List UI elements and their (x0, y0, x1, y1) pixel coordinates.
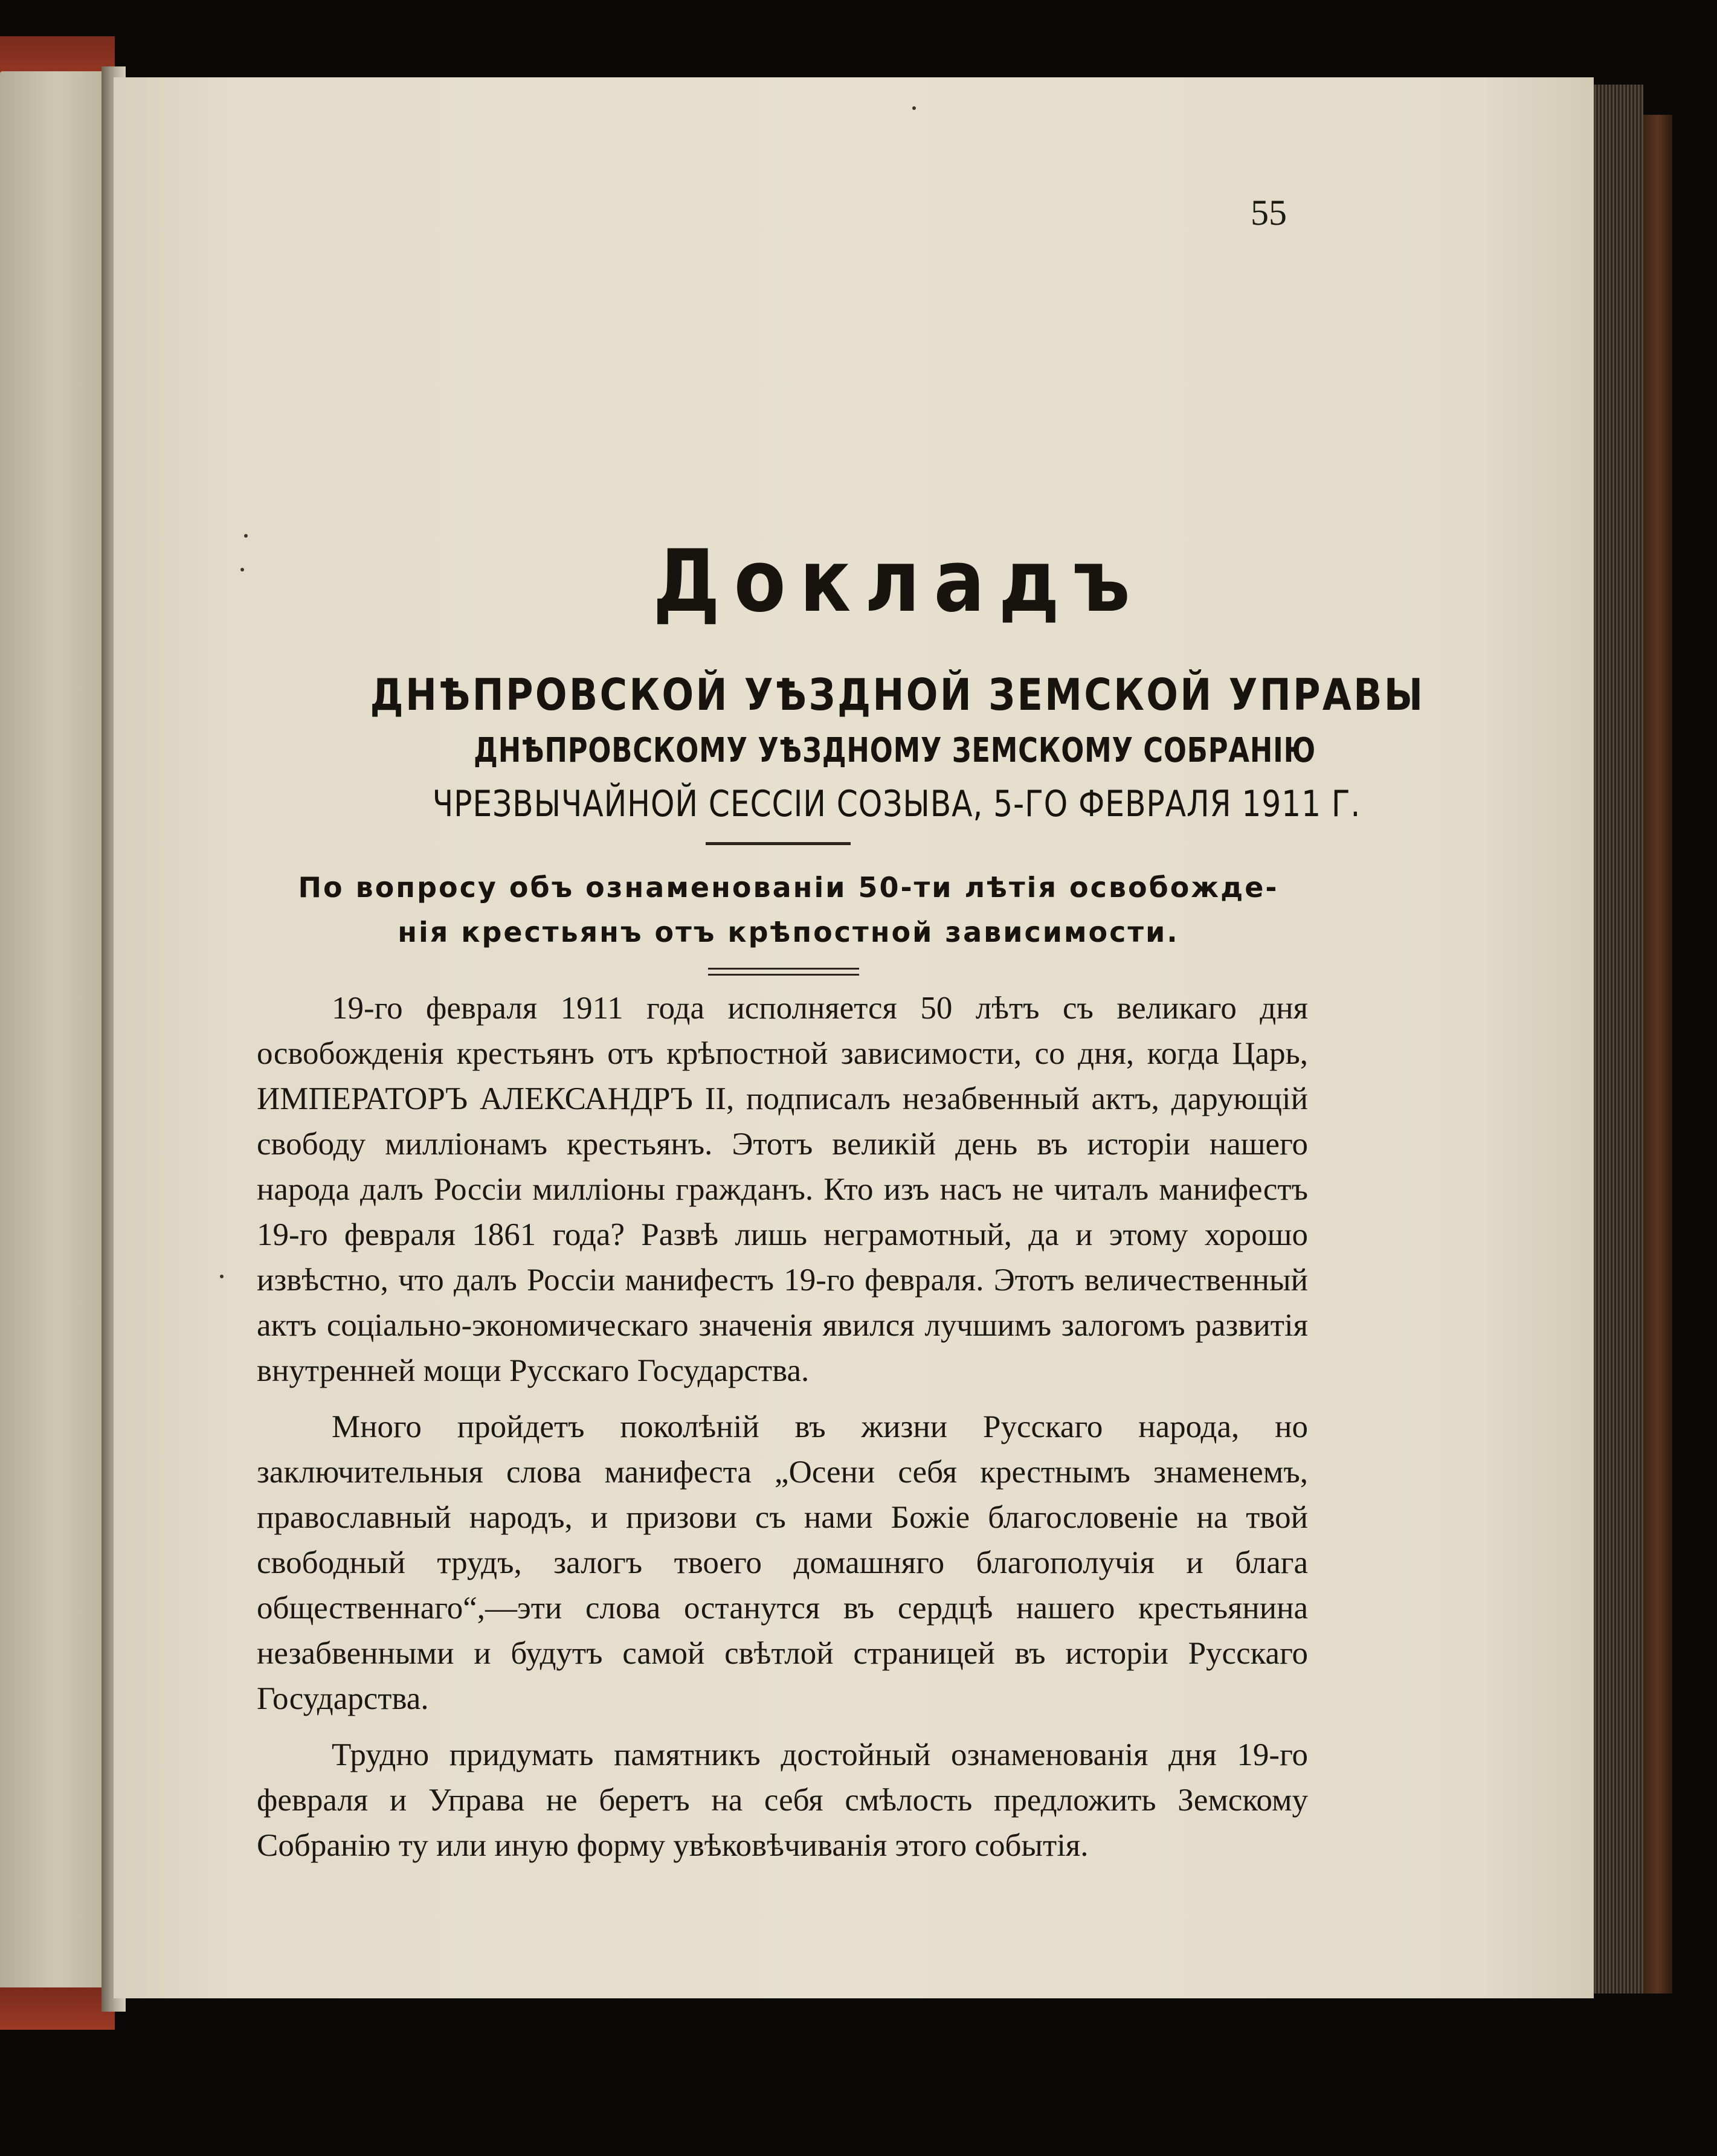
page-stack-edge (1589, 85, 1643, 1993)
subtitle-line-2: нія крестьянъ отъ крѣпостной зависимости. (398, 916, 1179, 948)
ink-speck (912, 106, 916, 110)
book-cover-edge (1643, 115, 1672, 1993)
ink-speck (240, 568, 244, 571)
heading-line-2: ДНѢПРОВСКОМУ УѢЗДНОМУ ЗЕМСКОМУ СОБРАНІЮ (474, 731, 1316, 770)
body-text (257, 986, 1308, 1879)
divider-rule (706, 842, 851, 845)
subtitle-line-1: По вопросу объ ознаменованіи 50-ти лѣтія освобожде- (298, 871, 1279, 904)
left-cover-edge-bottom (0, 1987, 115, 2030)
document-title: Докладъ (652, 532, 1144, 631)
left-page-edge (0, 71, 104, 1998)
page-number: 55 (1251, 193, 1287, 233)
heading-line-3: ЧРЕЗВЫЧАЙНОЙ СЕССІИ СОЗЫВА, 5-ГО ФЕВРАЛЯ 1911 Г. (432, 783, 1361, 825)
paragraph-3: Трудно придумать памятникъ достойный ознаменованія дня 19-го февраля и Управа не беретъ на себя смѣлость предложить Земскому Собранію ту или иную форму увѣковѣчиванія этого событія. (257, 1737, 1308, 1863)
paragraph-1: 19-го февраля 1911 года исполняется 50 лѣтъ съ великаго дня освобожденія крестьянъ отъ крѣпостной зависимости, со дня, когда Царь, ИМПЕРАТОРЪ АЛЕКСАНДРЪ II, подписалъ незабвенный актъ, дарующій свободу милліонамъ крестьянъ. Этотъ великій день въ исторіи нашего народа далъ Россіи милліоны гражданъ. Кто изъ насъ не читалъ манифестъ 19-го февраля 1861 года? Развѣ лишь неграмотный, да и этому хорошо извѣстно, что далъ Россіи манифестъ 19-го февраля. Этотъ величественный актъ соціально-экономическаго значенія явился лучшимъ залогомъ развитія внутренней мощи Русскаго Государства. (257, 991, 1308, 1388)
double-rule-bottom (708, 974, 859, 976)
ink-speck (220, 1275, 224, 1278)
paragraph-2: Много пройдетъ поколѣній въ жизни Русскаго народа, но заключительныя слова манифеста „Осени себя крестнымъ знаменемъ, православный народъ, и призови съ нами Божіе благословеніе на твой свободный трудъ, залогъ твоего домашняго благополучія и блага общественнаго“,—эти слова останутся въ сердцѣ нашего крестьянина незабвенными и будутъ самой свѣтлой страницей въ исторіи Русскаго Государства. (257, 1409, 1308, 1716)
subtitle (260, 865, 1317, 954)
heading-line-1: ДНѢПРОВСКОЙ УѢЗДНОЙ ЗЕМСКОЙ УПРАВЫ (370, 669, 1425, 720)
ink-speck (244, 534, 248, 538)
double-rule-top (708, 968, 859, 970)
